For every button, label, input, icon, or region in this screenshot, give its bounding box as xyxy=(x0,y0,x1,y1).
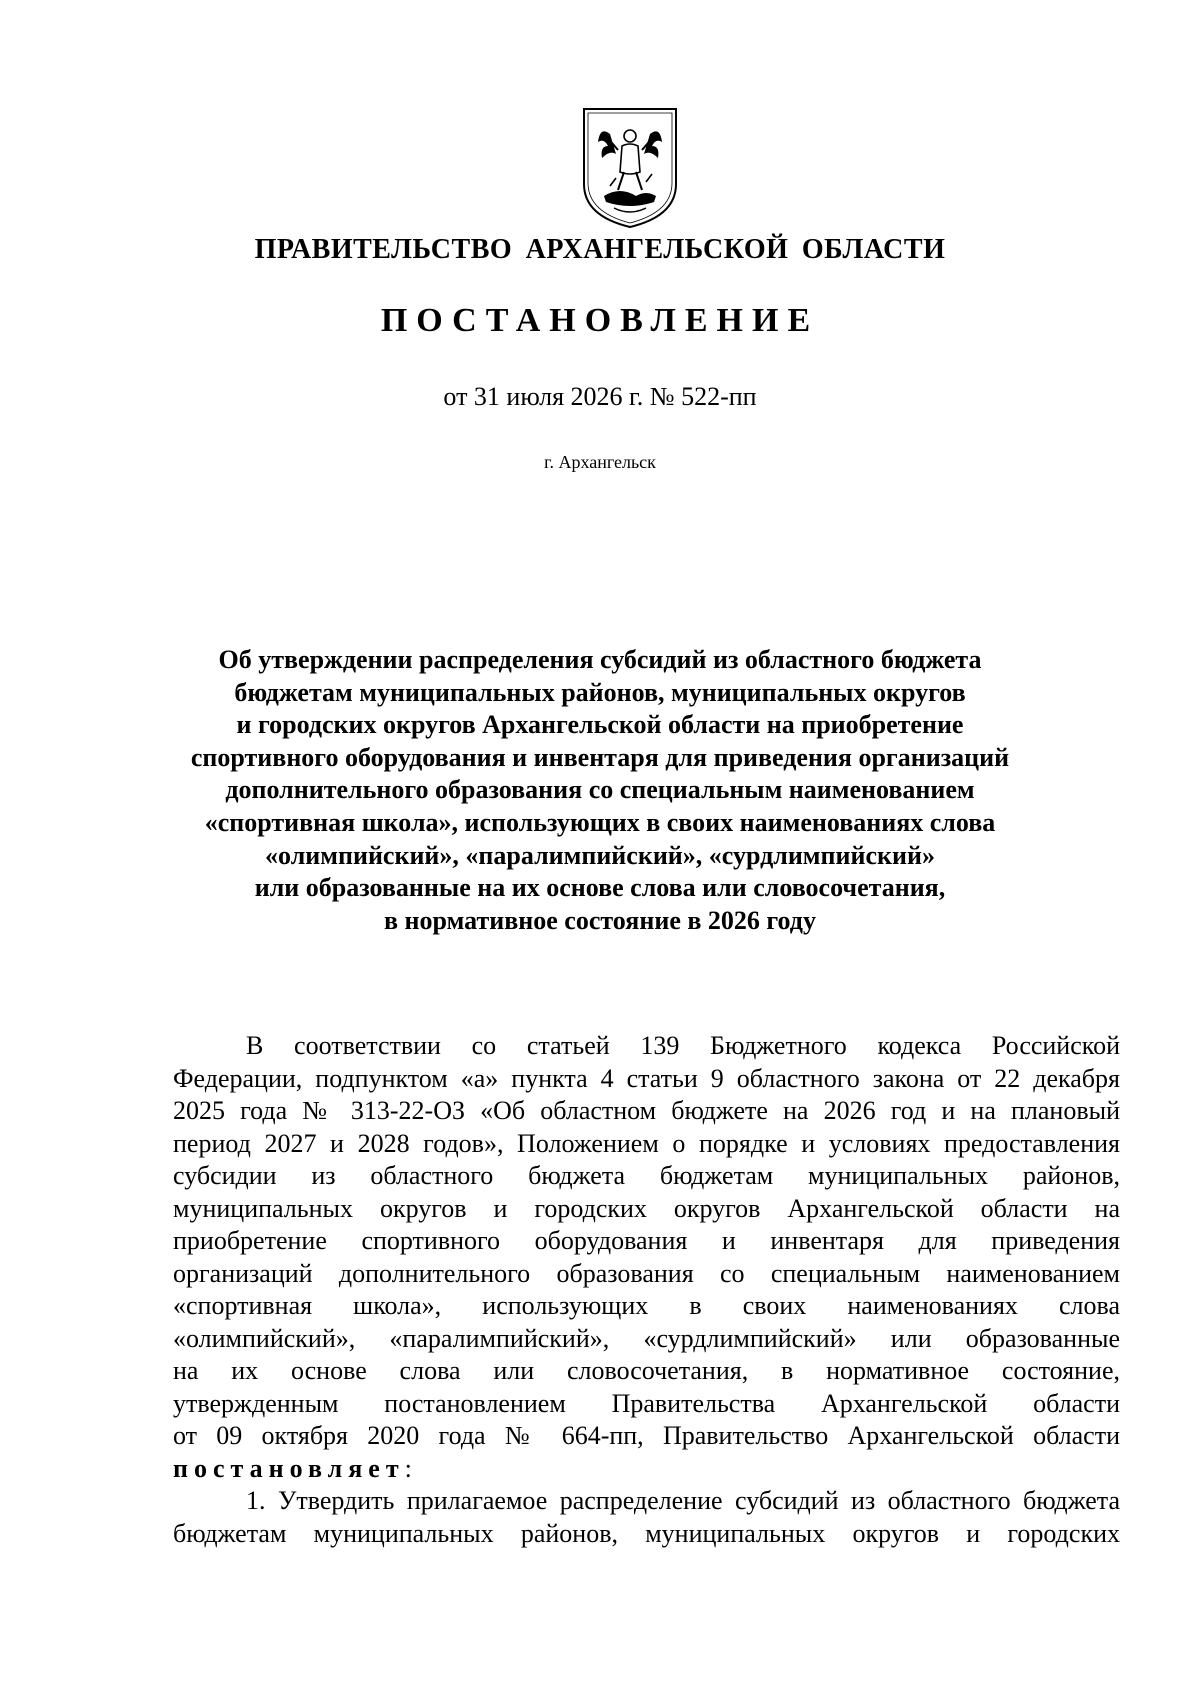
title-line: «олимпийский», «паралимпийский», «сурдлимпийский» xyxy=(265,840,935,870)
document-type: ПОСТАНОВЛЕНИЕ xyxy=(380,302,820,339)
document-date-number: от 31 июля 2026 г. № 522-пп xyxy=(443,382,757,411)
title-line: спортивного оборудования и инвентаря для приведения организаций xyxy=(190,742,1010,772)
title-line: или образованные на их основе слова или словосочетания, xyxy=(254,873,946,903)
item-line: 1. Утвердить прилагаемое распределение субсидий из областного бюджета xyxy=(246,1486,1120,1515)
body-line: «олимпийский», «паралимпийский», «сурдлимпийский» или образованные xyxy=(173,1323,1120,1353)
title-line: в нормативное состояние в 2026 году xyxy=(384,905,816,935)
coat-of-arms-emblem xyxy=(580,106,680,229)
body-line: на их основе слова или словосочетания, в нормативное состояние, xyxy=(173,1356,1120,1385)
body-line: организаций дополнительного образования со специальным наименованием xyxy=(173,1258,1120,1288)
title-line: «спортивная школа», использующих в своих наименованиях слова xyxy=(204,807,996,837)
title-line: Об утверждении распределения субсидий из областного бюджета xyxy=(218,645,982,674)
body-line: Федерации, подпунктом «а» пункта 4 статьи 9 областного закона от 22 декабря xyxy=(173,1063,1120,1093)
document-title xyxy=(150,644,1050,937)
title-line: и городских округов Архангельской области на приобретение xyxy=(236,710,964,740)
item-line: бюджетам муниципальных районов, муниципальных округов и городских xyxy=(173,1518,1120,1548)
body-line: 2025 года № 313-22-ОЗ «Об областном бюджете на 2026 год и на плановый xyxy=(173,1096,1120,1125)
resolves-colon: : xyxy=(404,1453,412,1483)
body-line: В соответствии со статьей 139 Бюджетного кодекса Российской xyxy=(246,1031,1120,1060)
body-line: период 2027 и 2028 годов», Положением о порядке и условиях предоставления xyxy=(173,1128,1120,1158)
resolves-line xyxy=(173,1453,1120,1486)
body-line: утвержденным постановлением Правительства Архангельской области xyxy=(173,1388,1120,1418)
document-body xyxy=(173,1030,1120,1550)
organization-name: ПРАВИТЕЛЬСТВО АРХАНГЕЛЬСКОЙ ОБЛАСТИ xyxy=(254,234,946,265)
body-line: муниципальных округов и городских округов Архангельской области на xyxy=(173,1193,1120,1223)
title-line: дополнительного образования со специальным наименованием xyxy=(225,775,975,805)
body-line: субсидии из областного бюджета бюджетам муниципальных районов, xyxy=(173,1161,1120,1190)
body-line: от 09 октября 2020 года № 664-пп, Правительство Архангельской области xyxy=(173,1421,1120,1450)
body-line: приобретение спортивного оборудования и инвентаря для приведения xyxy=(173,1226,1120,1255)
document-city: г. Архангельск xyxy=(544,452,656,472)
title-line: бюджетам муниципальных районов, муниципальных округов xyxy=(234,677,966,707)
resolves-word: постановляет xyxy=(173,1453,405,1483)
body-line: «спортивная школа», использующих в своих наименованиях слова xyxy=(173,1291,1120,1320)
